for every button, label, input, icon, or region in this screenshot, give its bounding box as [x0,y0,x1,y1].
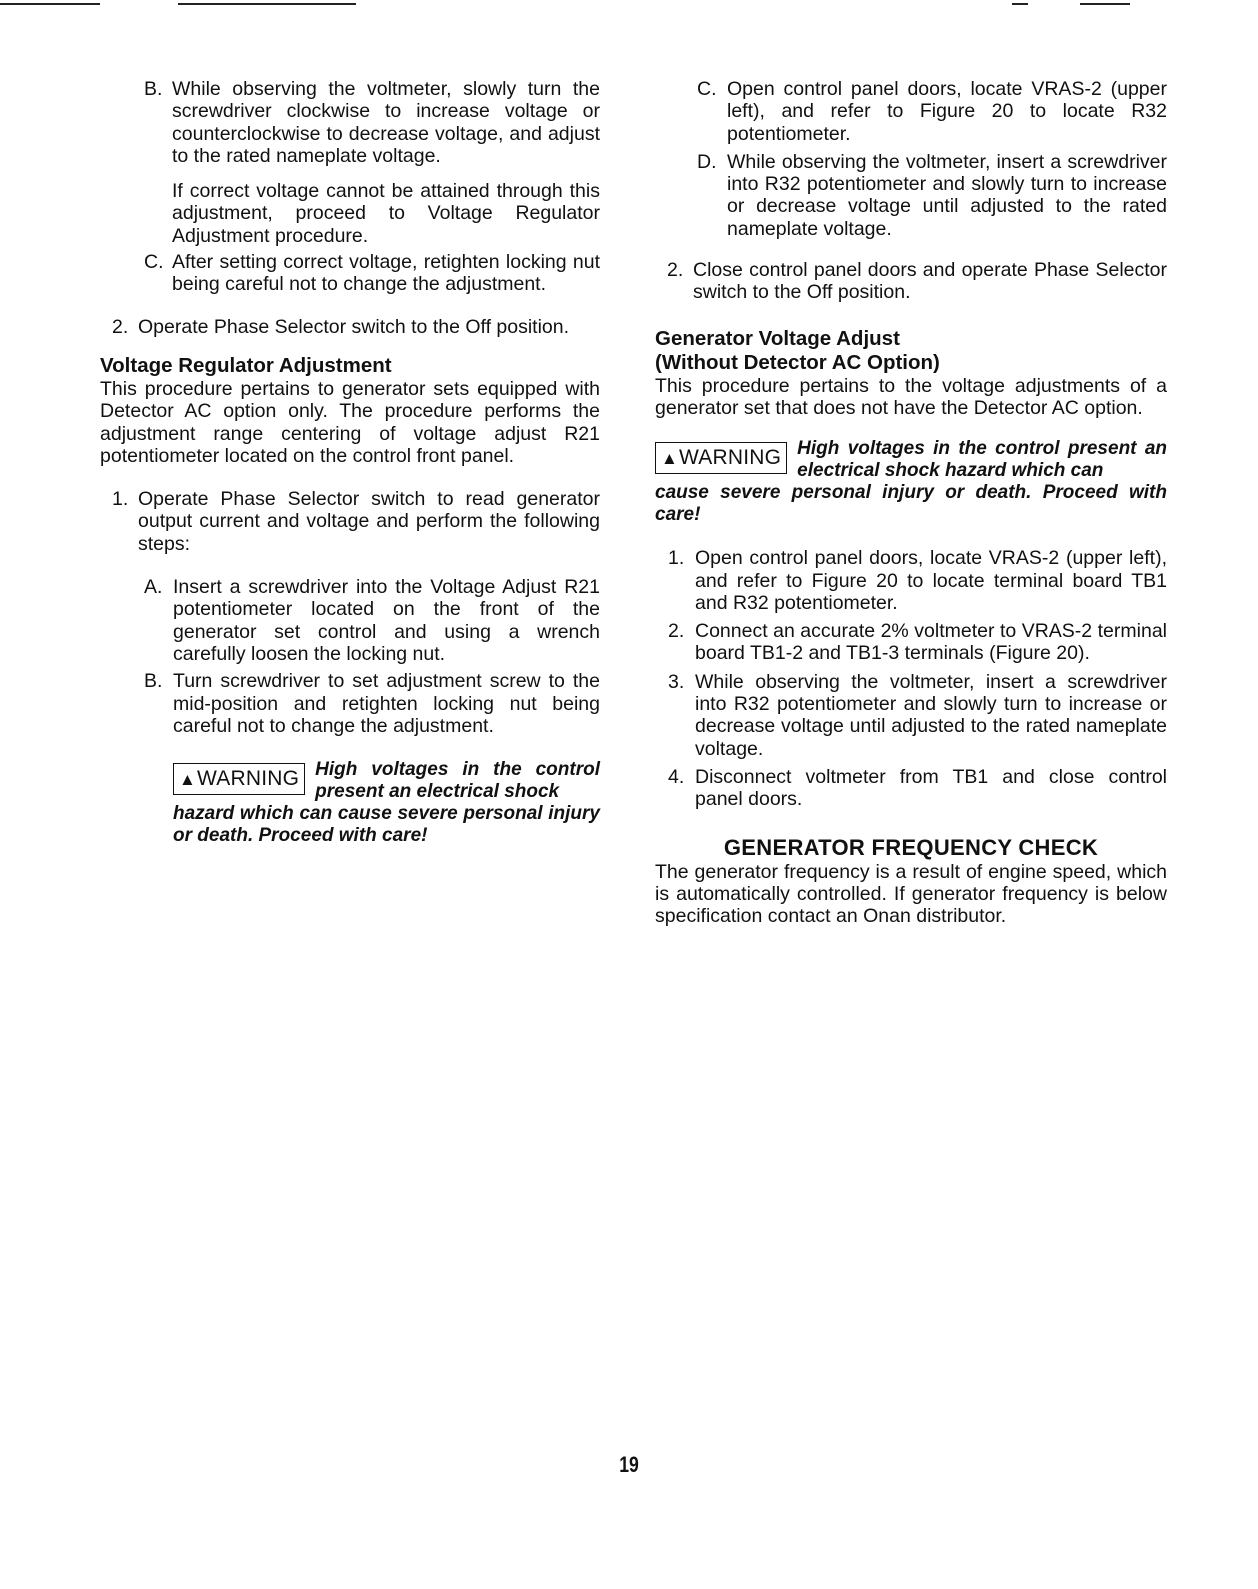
step-marker: 2. [112,315,129,338]
voltage-note: If correct voltage cannot be attained through this adjustment, proceed to Voltage Regulator Adjustment procedure. [172,180,600,247]
step-text: Open control panel doors, locate VRAS-2 (upper left), and refer to Figure 20 to locate R32 potentiometer. [727,78,1167,145]
list-item [655,766,1167,811]
step-text: Close control panel doors and operate Phase Selector switch to the Off position. [693,259,1167,304]
step-c-open-panel [655,78,1167,145]
step-marker: C. [697,78,717,100]
warning-badge [655,442,787,474]
step-marker: 1. [668,547,685,570]
step-2-close-panel [655,259,1167,304]
step-text: After setting correct voltage, retighten locking nut being careful not to change the adjustment. [172,251,600,296]
step-a-insert-screwdriver [100,576,600,665]
warning-text-below: hazard which can cause severe personal injury or death. Proceed with care! [173,803,600,847]
step-c-retighten [100,251,600,296]
step-1-phase-selector-read [100,488,600,555]
step-marker: B. [144,670,163,693]
list-item [655,620,1167,665]
step-text: Turn screwdriver to set adjustment screw to the mid-position and retighten locking nut being careful not to change the adjustment. [173,670,600,737]
step-b-observe-voltmeter [100,78,600,167]
right-column [655,78,1167,928]
step-text: Connect an accurate 2% voltmeter to VRAS-2 terminal board TB1-2 and TB1-3 terminals (Figure 20). [695,620,1167,665]
step-marker: D. [697,150,717,173]
warning-triangle-icon: ▲ [661,449,679,469]
top-rule-short [1012,3,1028,5]
warning-header [655,438,1167,482]
step-marker: 4. [668,765,685,788]
generator-voltage-adjust-heading: Generator Voltage Adjust [655,326,900,350]
warning-label: WARNING [197,767,300,791]
step-text: Open control panel doors, locate VRAS-2 (upper left), and refer to Figure 20 to locate terminal board TB1 and R32 potentiometer. [695,547,1167,614]
step-text: While observing the voltmeter, slowly turn the screwdriver clockwise to increase voltage or counterclockwise to decrease voltage, and adjust to the rated nameplate voltage. [172,78,600,167]
warning-text-beside: High voltages in the control present an electrical shock hazard which can [797,438,1167,482]
step-d-insert-screwdriver [655,151,1167,240]
step-text: While observing the voltmeter, insert a screwdriver into R32 potentiometer and slowly turn to increase or decrease voltage until adjusted to the rated nameplate voltage. [695,670,1167,760]
top-rule-right [1080,3,1130,5]
warning-text-below: cause severe personal injury or death. Proceed with care! [655,482,1167,526]
frequency-check-heading: GENERATOR FREQUENCY CHECK [723,834,1099,860]
step-marker: 2. [667,259,684,282]
warning-triangle-icon: ▲ [179,770,197,790]
step-marker: 2. [668,620,685,643]
step-text: While observing the voltmeter, insert a screwdriver into R32 potentiometer and slowly turn to increase or decrease voltage until adjusted to the rated nameplate voltage. [727,150,1167,240]
step-text: Insert a screwdriver into the Voltage Adjust R21 potentiometer located on the front of the generator set control and using a wrench carefully loosen the locking nut. [173,576,600,665]
step-marker: A. [144,576,163,599]
step-marker: 3. [668,670,685,693]
step-marker: 1. [112,488,129,511]
list-item [655,547,1167,614]
list-item [655,671,1167,760]
step-text: Operate Phase Selector switch to read generator output current and voltage and perform the following steps: [138,488,600,555]
step-2-phase-selector-off [100,316,600,338]
warning-badge [173,763,305,795]
page-number: 19 [619,1452,639,1477]
warning-header [173,759,600,803]
step-marker: C. [144,251,164,274]
warning-label: WARNING [679,446,782,470]
left-column [100,78,600,847]
warning-block [100,759,600,847]
warning-text-beside: High voltages in the control present an electrical shock [315,759,600,803]
step-text: Disconnect voltmeter from TB1 and close control panel doors. [695,765,1167,811]
step-text: Operate Phase Selector switch to the Off position. [138,315,570,338]
voltage-regulator-heading: Voltage Regulator Adjustment [100,353,392,377]
top-rule-middle [178,3,356,5]
frequency-check-text: The generator frequency is a result of engine speed, which is automatically controlled. If generator frequency is below specification contact an Onan distributor. [655,860,1167,928]
top-rule-left [0,3,100,5]
voltage-regulator-intro: This procedure pertains to generator sets equipped with Detector AC option only. The procedure performs the adjustment range centering of voltage adjust R21 potentiometer located on the control front panel. [100,377,600,467]
step-b-mid-position [100,670,600,737]
generator-voltage-adjust-intro: This procedure pertains to the voltage adjustments of a generator set that does not have the Detector AC option. [655,374,1167,419]
generator-voltage-adjust-subheading: (Without Detector AC Option) [655,350,940,374]
step-marker: B. [144,78,163,100]
warning-block [655,438,1167,526]
